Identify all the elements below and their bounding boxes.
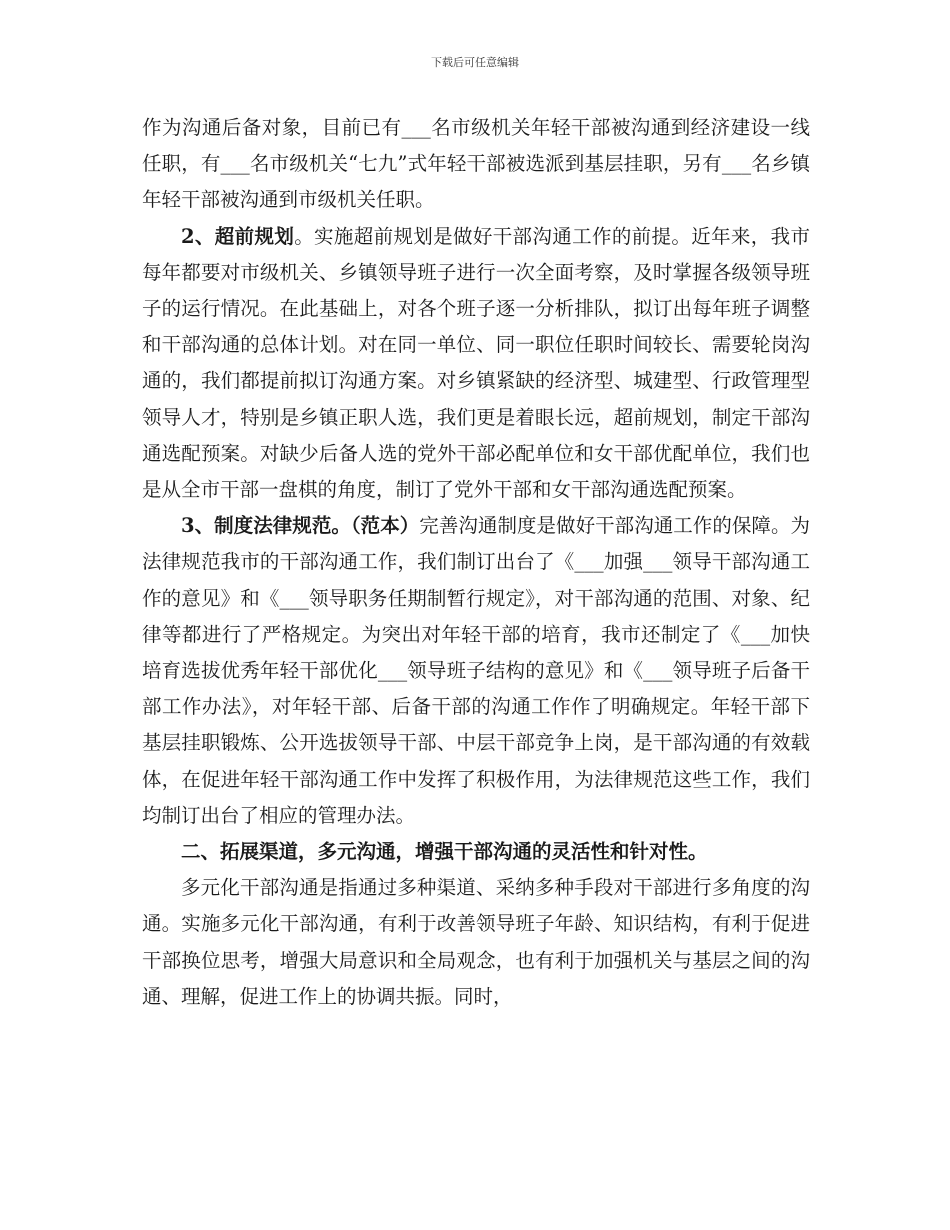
paragraph-advance-planning — [142, 219, 810, 509]
document-body — [142, 110, 810, 1015]
paragraph-text: 。实施超前规划是做好干部沟通工作的前提。近年来，我市每年都要对市级机关、乡镇领导班子进行一次全面考察，及时掌握各级领导班子的运行情况。在此基础上，对各个班子逐一分析排队，拟订出每年班子调整和干部沟通的总体计划。对在同一单位、同一职位任职时间较长、需要轮岗沟通的，我们都提前拟订沟通方案。对乡镇紧缺的经济型、城建型、行政管理型领导人才，特别是乡镇正职人选，我们更是着眼长远，超前规划，制定干部沟通选配预案。对缺少后备人选的党外干部必配单位和女干部优配单位，我们也是从全市干部一盘棋的角度，制订了党外干部和女干部沟通选配预案。 — [142, 224, 810, 502]
paragraph-diversified-communication — [142, 870, 810, 1015]
paragraph-text: 作为沟通后备对象，目前已有___名市级机关年轻干部被沟通到经济建设一线任职，有___名市级机关“七九”式年轻干部被选派到基层挂职，另有___名乡镇年轻干部被沟通到市级机关任职。 — [142, 116, 810, 212]
section-lead: 3、制度法律规范。（范本） — [181, 514, 420, 538]
paragraph-institutional-norms — [142, 508, 810, 834]
section-heading: 二、拓展渠道，多元沟通，增强干部沟通的灵活性和针对性。 — [181, 840, 708, 864]
paragraph-text: 多元化干部沟通是指通过多种渠道、采纳多种手段对干部进行多角度的沟通。实施多元化干部沟通，有利于改善领导班子年龄、知识结构，有利于促进干部换位思考，增强大局意识和全局观念，也有利于加强机关与基层之间的沟通、理解，促进工作上的协调共振。同时， — [142, 876, 810, 1008]
paragraph-text: 完善沟通制度是做好干部沟通工作的保障。为法律规范我市的干部沟通工作，我们制订出台了《___加强___领导干部沟通工作的意见》和《___领导职务任期制暂行规定》，对干部沟通的范围、对象、纪律等都进行了严格规定。为突出对年轻干部的培育，我市还制定了《___加快培育选拔优秀年轻干部优化___领导班子结构的意见》和《___领导班子后备干部工作办法》，对年轻干部、后备干部的沟通工作作了明确规定。年轻干部下基层挂职锻炼、公开选拔领导干部、中层干部竞争上岗，是干部沟通的有效载体，在促进年轻干部沟通工作中发挥了积极作用，为法律规范这些工作，我们均制订出台了相应的管理办法。 — [142, 514, 810, 827]
paragraph-continuation — [142, 110, 810, 219]
section-lead: 2、超前规划 — [181, 224, 295, 248]
page-header: 下载后可任意编辑 — [431, 56, 519, 69]
